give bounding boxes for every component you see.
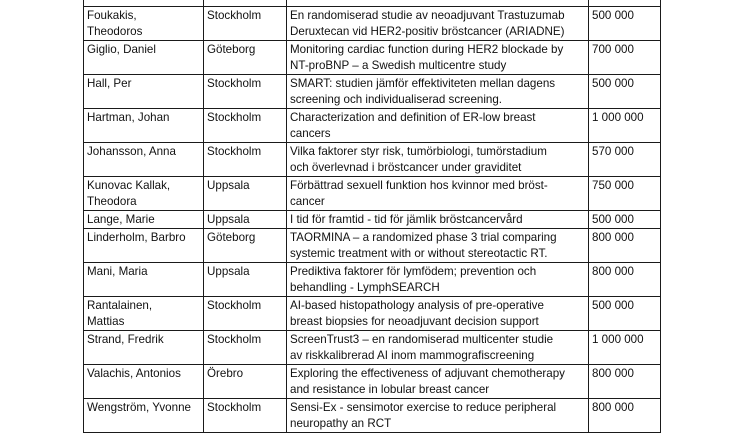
cell-title-line: cancers bbox=[290, 127, 331, 140]
cell-name-line: Mattias bbox=[87, 315, 125, 328]
cell-city: Göteborg bbox=[204, 41, 287, 75]
cell-title-line: I tid för framtid - tid för jämlik bröstcancervård bbox=[290, 213, 523, 226]
cell-name bbox=[84, 263, 204, 297]
cell-name-line: Rantalainen, bbox=[87, 299, 153, 312]
cell-title-line: av riskkalibrerad AI inom mammografiscreening bbox=[290, 349, 535, 362]
table-row bbox=[84, 41, 661, 75]
cell-name-line: Valachis, Antonios bbox=[87, 367, 181, 380]
cell-amount: 570 000 bbox=[589, 143, 661, 177]
cell-title-line: NT-proBNP – a Swedish multicentre study bbox=[290, 59, 507, 72]
cell-city: Örebro bbox=[204, 365, 287, 399]
cell-title-line: Prediktiva faktorer för lymfödem; prevention och bbox=[290, 265, 537, 278]
cell-title bbox=[287, 399, 589, 433]
cell-name bbox=[84, 75, 204, 109]
cell-city: Stockholm bbox=[204, 7, 287, 41]
cell-name bbox=[84, 331, 204, 365]
table-row bbox=[84, 143, 661, 177]
cell-title-line: breast biopsies for neoadjuvant decision support bbox=[290, 315, 539, 328]
cell-title-line: SMART: studien jämför effektiviteten mellan dagens bbox=[290, 77, 556, 90]
cell-amount: 800 000 bbox=[589, 229, 661, 263]
cell-name bbox=[84, 177, 204, 211]
cell-city: Stockholm bbox=[204, 399, 287, 433]
cell-name-line: Theodoros bbox=[87, 25, 143, 38]
table-row bbox=[84, 365, 661, 399]
cell-title-line: behandling - LymphSEARCH bbox=[290, 281, 440, 294]
cell-amount: 500 000 bbox=[589, 211, 661, 229]
grants-table-body bbox=[84, 0, 661, 433]
cell-amount: 1 000 000 bbox=[589, 109, 661, 143]
cell-city: Stockholm bbox=[204, 297, 287, 331]
grants-table bbox=[83, 0, 661, 433]
cell-title-line: Characterization and definition of ER-low breast bbox=[290, 111, 536, 124]
cell-city: Stockholm bbox=[204, 143, 287, 177]
cell-name bbox=[84, 399, 204, 433]
cell-amount: 500 000 bbox=[589, 297, 661, 331]
cell-title bbox=[287, 177, 589, 211]
table-row bbox=[84, 109, 661, 143]
cell-amount: 800 000 bbox=[589, 399, 661, 433]
cell-name bbox=[84, 143, 204, 177]
table-row bbox=[84, 177, 661, 211]
cell-title bbox=[287, 297, 589, 331]
cell-name-line: Giglio, Daniel bbox=[87, 43, 156, 56]
cell-title-line: AI-based histopathology analysis of pre-operative bbox=[290, 299, 544, 312]
table-row bbox=[84, 297, 661, 331]
cell-title bbox=[287, 263, 589, 297]
cell-amount: 500 000 bbox=[589, 7, 661, 41]
cell-name bbox=[84, 365, 204, 399]
cell-title-line: Exploring the effectiveness of adjuvant chemotherapy bbox=[290, 367, 565, 380]
table-row bbox=[84, 7, 661, 41]
table-row bbox=[84, 229, 661, 263]
cell-name bbox=[84, 229, 204, 263]
cell-title-line: Förbättrad sexuell funktion hos kvinnor med bröst- bbox=[290, 179, 548, 192]
cell-name-line: Hartman, Johan bbox=[87, 111, 170, 124]
cell-title-line: ScreenTrust3 – en randomiserad multicenter studie bbox=[290, 333, 554, 346]
table-row bbox=[84, 263, 661, 297]
cell-title-line: cancer bbox=[290, 195, 325, 208]
cell-city: Uppsala bbox=[204, 177, 287, 211]
table-row bbox=[84, 399, 661, 433]
cell-amount: 500 000 bbox=[589, 75, 661, 109]
cell-city: Stockholm bbox=[204, 109, 287, 143]
cell-name bbox=[84, 7, 204, 41]
cell-title-line: Deruxtecan vid HER2-positiv bröstcancer (ARIADNE) bbox=[290, 25, 565, 38]
cell-name bbox=[84, 41, 204, 75]
cell-city: Uppsala bbox=[204, 263, 287, 297]
cell-title bbox=[287, 211, 589, 229]
cell-title bbox=[287, 331, 589, 365]
cell-name-line: Foukakis, bbox=[87, 9, 137, 22]
table-row bbox=[84, 75, 661, 109]
cell-amount: 1 000 000 bbox=[589, 331, 661, 365]
cell-name-line: Linderholm, Barbro bbox=[87, 231, 186, 244]
cell-title-line: TAORMINA – a randomized phase 3 trial comparing bbox=[290, 231, 557, 244]
cell-name-line: Kunovac Kallak, bbox=[87, 179, 171, 192]
cell-name-line: Mani, Maria bbox=[87, 265, 148, 278]
cell-city: Uppsala bbox=[204, 211, 287, 229]
cell-amount: 750 000 bbox=[589, 177, 661, 211]
cell-name bbox=[84, 211, 204, 229]
cell-title bbox=[287, 7, 589, 41]
cell-title-line: screening och individualiserad screening. bbox=[290, 93, 503, 106]
cell-title-line: neuropathy an RCT bbox=[290, 417, 392, 430]
cell-name-line: Johansson, Anna bbox=[87, 145, 176, 158]
cell-title bbox=[287, 75, 589, 109]
cell-amount: 800 000 bbox=[589, 263, 661, 297]
cell-title-line: and resistance in lobular breast cancer bbox=[290, 383, 490, 396]
cell-amount: 700 000 bbox=[589, 41, 661, 75]
cell-title-line: Sensi-Ex - sensimotor exercise to reduce peripheral bbox=[290, 401, 557, 414]
cell-title-line: En randomiserad studie av neoadjuvant Trastuzumab bbox=[290, 9, 565, 22]
cell-amount: 800 000 bbox=[589, 365, 661, 399]
cell-city: Stockholm bbox=[204, 75, 287, 109]
cell-name bbox=[84, 109, 204, 143]
cell-city: Stockholm bbox=[204, 331, 287, 365]
cell-name-line: Wengström, Yvonne bbox=[87, 401, 191, 414]
cell-title-line: systemic treatment with or without stereotactic RT. bbox=[290, 247, 548, 260]
cell-title-line: och överlevnad i bröstcancer under graviditet bbox=[290, 161, 522, 174]
table-row bbox=[84, 211, 661, 229]
cell-title bbox=[287, 229, 589, 263]
cell-name bbox=[84, 297, 204, 331]
cell-title-line: Monitoring cardiac function during HER2 blockade by bbox=[290, 43, 564, 56]
cell-name-line: Strand, Fredrik bbox=[87, 333, 164, 346]
cell-name-line: Lange, Marie bbox=[87, 213, 155, 226]
cell-title bbox=[287, 109, 589, 143]
cell-name-line: Hall, Per bbox=[87, 77, 132, 90]
cell-title bbox=[287, 365, 589, 399]
cell-name-line: Theodora bbox=[87, 195, 137, 208]
cell-title bbox=[287, 143, 589, 177]
cell-title-line: Vilka faktorer styr risk, tumörbiologi, tumörstadium bbox=[290, 145, 547, 158]
cell-city: Göteborg bbox=[204, 229, 287, 263]
cell-title bbox=[287, 41, 589, 75]
table-row bbox=[84, 331, 661, 365]
